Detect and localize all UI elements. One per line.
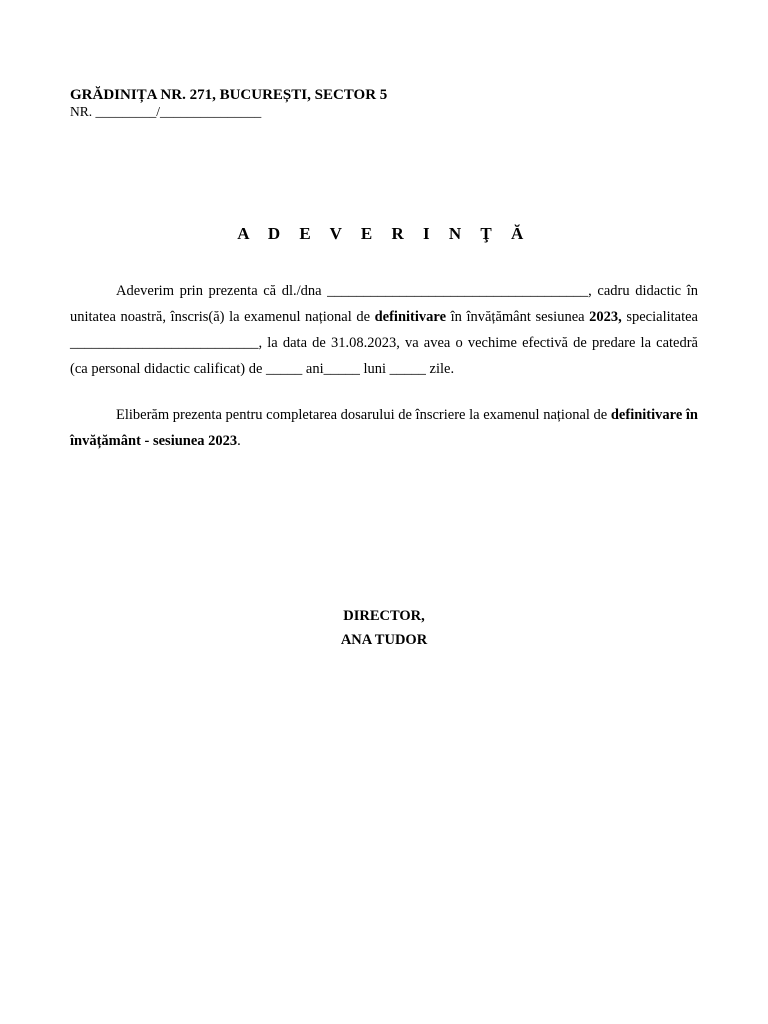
signature-role: DIRECTOR, <box>343 608 425 624</box>
paragraph1-text-3: specialitatea __________________________, la data de 31.08.2023, va avea o vechime efectivă de predare la catedră (ca personal didactic calificat) de _____ ani_____ luni _____ zile. <box>70 309 698 377</box>
document-header <box>70 87 387 120</box>
certification-paragraph <box>70 278 698 382</box>
paragraph2-bold-1: definitivare în învățământ - sesiunea 2023 <box>70 407 698 449</box>
signature-block <box>0 604 768 652</box>
paragraph1-text-2: în învățământ sesiunea <box>446 309 590 325</box>
registration-number-line: NR. _________/_______________ <box>70 104 262 119</box>
paragraph1-bold-2: 2023, <box>589 309 622 325</box>
purpose-paragraph <box>70 402 698 454</box>
paragraph1-text-1: Adeverim prin prezenta că dl./dna ____________________________________, cadru didactic în unitatea noastră, înscris(ă) la examenul național de <box>70 283 698 325</box>
paragraph2-text-1: Eliberăm prezenta pentru completarea dosarului de înscriere la examenul național de <box>116 407 611 423</box>
signature-name: ANA TUDOR <box>340 632 428 648</box>
institution-name: GRĂDINIȚA NR. 271, BUCUREȘTI, SECTOR 5 <box>70 87 388 103</box>
paragraph1-bold-1: definitivare <box>374 309 447 325</box>
document-title: A D E V E R I N Ţ Ă <box>237 224 531 243</box>
paragraph2-text-2: . <box>237 433 241 449</box>
